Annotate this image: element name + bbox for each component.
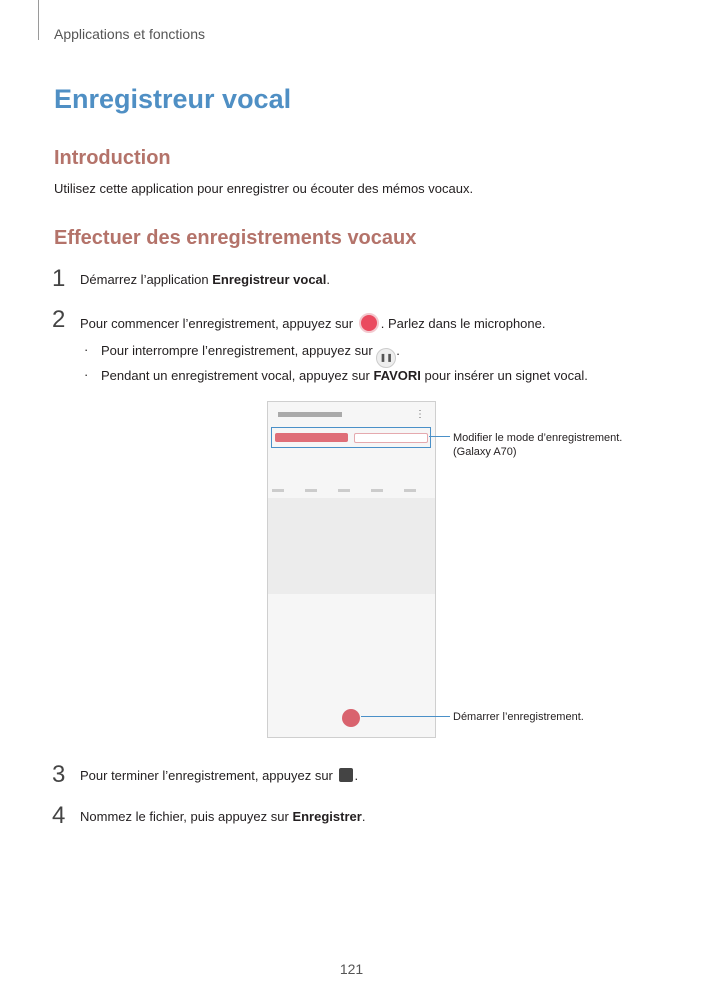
record-icon — [359, 313, 379, 333]
timeline-tick — [305, 489, 317, 492]
bullet-text: Pour interrompre l’enregistrement, appuyez sur ❚❚ . — [101, 343, 400, 368]
step-number: 1 — [52, 265, 66, 292]
section-heading: Effectuer des enregistrements vocaux — [54, 227, 417, 249]
step-number: 2 — [52, 306, 66, 333]
step-text: Pour terminer l’enregistrement, appuyez sur . — [80, 768, 359, 783]
step-text: Nommez le fichier, puis appuyez sur Enregistrer. — [80, 809, 366, 824]
start-callout-text: Démarrer l’enregistrement. — [453, 711, 584, 723]
mode-callout-line — [429, 436, 450, 437]
running-header: Applications et fonctions — [54, 26, 205, 42]
start-callout-line — [361, 716, 450, 717]
more-options-icon: ⋮ — [415, 409, 425, 420]
page-title: Enregistreur vocal — [54, 84, 292, 114]
app-screenshot — [267, 401, 436, 738]
page-number: 121 — [339, 961, 364, 977]
timeline-tick — [371, 489, 383, 492]
step-number: 4 — [52, 802, 66, 829]
stop-icon — [339, 768, 353, 782]
bullet-text: Pendant un enregistrement vocal, appuyez sur FAVORI pour insérer un signet vocal. — [101, 368, 588, 383]
app-title-placeholder — [278, 412, 342, 417]
step-number: 3 — [52, 761, 66, 788]
record-button-preview — [342, 709, 360, 727]
timeline-tick — [404, 489, 416, 492]
timeline-tick — [338, 489, 350, 492]
mode-callout-text: Modifier le mode d’enregistrement. (Galaxy A70) — [453, 432, 623, 458]
bullet-dot: · — [84, 342, 89, 357]
step-text: Pour commencer l’enregistrement, appuyez sur . Parlez dans le microphone. — [80, 313, 546, 333]
mode-callout-box — [271, 427, 431, 448]
pause-icon: ❚❚ — [376, 348, 396, 368]
step-text: Démarrez l’application Enregistreur vocal. — [80, 272, 331, 287]
corner-rule — [38, 0, 39, 40]
waveform-area — [268, 498, 435, 594]
intro-heading: Introduction — [54, 147, 171, 169]
timeline-tick — [272, 489, 284, 492]
bullet-dot: · — [84, 367, 89, 382]
intro-text: Utilisez cette application pour enregistrer ou écouter des mémos vocaux. — [54, 181, 474, 196]
